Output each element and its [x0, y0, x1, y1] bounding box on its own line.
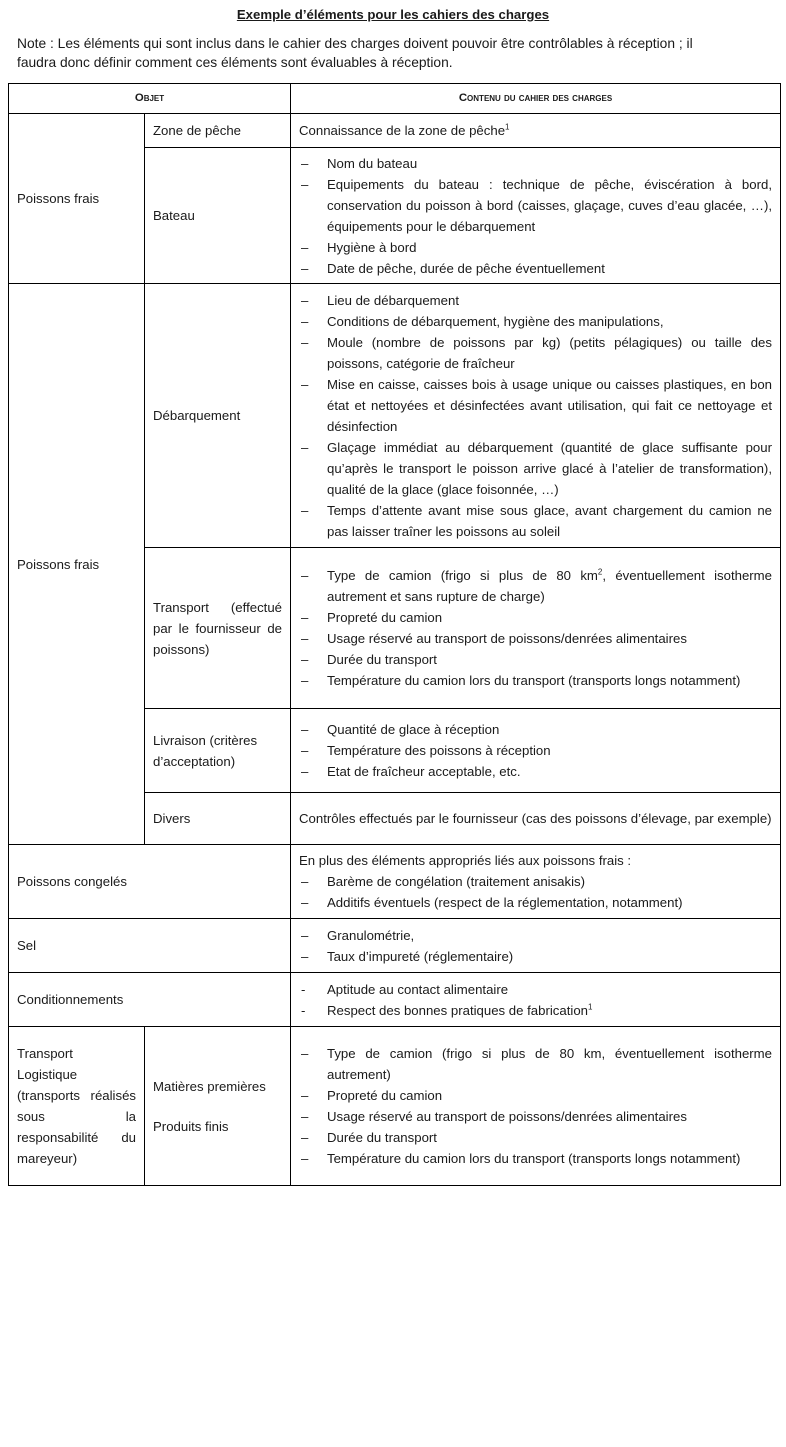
- debarquement-content: [291, 284, 781, 548]
- table-row: [9, 114, 781, 148]
- sub-label-bateau: Bateau: [145, 148, 291, 284]
- header-contenu: Contenu du cahier des charges: [291, 84, 781, 114]
- list-item: – Equipements du bateau : technique de pêche, éviscération à bord, conservation du poisson à bord (caisses, glaçage, cuves d’eau glacée, …), équipements pour le débarquement: [299, 174, 772, 237]
- transport-item-text-a: Type de camion (frigo si plus de 80 km: [327, 568, 598, 583]
- table-row: [9, 973, 781, 1027]
- transport-footnote: 2: [597, 567, 603, 577]
- list-item: – Date de pêche, durée de pêche éventuellement: [299, 258, 772, 279]
- row-label-conditionnements: Conditionnements: [9, 973, 291, 1027]
- header-objet: Objet: [9, 84, 291, 114]
- list-item: – Usage réservé au transport de poissons/denrées alimentaires: [299, 1106, 772, 1127]
- list-item: – Durée du transport: [299, 1127, 772, 1148]
- page-title: Exemple d’éléments pour les cahiers des charges: [236, 7, 550, 22]
- note-line-2: faudra donc définir comment ces éléments sont évaluables à réception.: [17, 55, 453, 70]
- list-item: – Hygiène à bord: [299, 237, 772, 258]
- list-item: – Glaçage immédiat au débarquement (quantité de glace suffisante pour qu’après le transport le poisson arrive glacé à l’atelier de transformation), qualité de la glace (glace foisonnée, …): [299, 437, 772, 500]
- conditionnements-content: [291, 973, 781, 1027]
- list-item: – Nom du bateau: [299, 153, 772, 174]
- list-item: – Type de camion (frigo si plus de 80 km, éventuellement isotherme autrement): [299, 1043, 772, 1085]
- row-label-poissons-frais-1: Poissons frais: [9, 114, 145, 284]
- list-item: – Conditions de débarquement, hygiène des manipulations,: [299, 311, 772, 332]
- table-row: [9, 919, 781, 973]
- transport-logistique-content: [291, 1027, 781, 1186]
- list-item: – Propreté du camion: [299, 607, 772, 628]
- row-label-sel: Sel: [9, 919, 291, 973]
- sub-label-livraison: Livraison (critères d’acceptation): [145, 709, 291, 793]
- transport-content: [291, 548, 781, 709]
- note-paragraph: [17, 34, 781, 72]
- list-item: – Durée du transport: [299, 649, 772, 670]
- list-item: – Taux d’impureté (réglementaire): [299, 946, 772, 967]
- list-item: – Température du camion lors du transport (transports longs notamment): [299, 1148, 772, 1169]
- table-row: [9, 1027, 781, 1186]
- table-row: [9, 845, 781, 919]
- list-item: – Propreté du camion: [299, 1085, 772, 1106]
- sub-label-matieres-premieres: Matières premières: [153, 1078, 266, 1094]
- list-item: [299, 565, 772, 607]
- divers-content: Contrôles effectués par le fournisseur (cas des poissons d’élevage, par exemple): [291, 793, 781, 845]
- conditionnements-footnote: 1: [588, 1002, 593, 1012]
- conditionnements-item-text: Respect des bonnes pratiques de fabrication: [327, 1002, 588, 1018]
- list-item: – Température du camion lors du transport (transports longs notamment): [299, 670, 772, 691]
- table-row: [9, 284, 781, 548]
- livraison-content: [291, 709, 781, 793]
- row-label-poissons-frais-2: Poissons frais: [9, 284, 145, 845]
- transport-logistique-sub: [145, 1027, 291, 1186]
- zone-text: Connaissance de la zone de pêche: [299, 123, 506, 138]
- sub-label-transport: Transport (effectué par le fournisseur de poissons): [145, 548, 291, 709]
- list-item: – Usage réservé au transport de poissons/denrées alimentaires: [299, 628, 772, 649]
- specifications-table: [8, 83, 781, 1186]
- list-item: – Barème de congélation (traitement anisakis): [299, 871, 772, 892]
- note-line-1: Note : Les éléments qui sont inclus dans le cahier des charges doivent pouvoir être contrôlables à réception ; il: [17, 36, 693, 51]
- list-item: – Température des poissons à réception: [299, 740, 772, 761]
- sub-label-zone: Zone de pêche: [145, 114, 291, 148]
- row-label-transport-logistique: Transport Logistique (transports réalisés sous la responsabilité du mareyeur): [9, 1027, 145, 1186]
- list-item: – Moule (nombre de poissons par kg) (petits pélagiques) ou taille des poissons, catégorie de fraîcheur: [299, 332, 772, 374]
- zone-footnote: 1: [505, 122, 510, 132]
- table-header-row: [9, 84, 781, 114]
- list-item: – Etat de fraîcheur acceptable, etc.: [299, 761, 772, 782]
- list-item: [299, 1000, 772, 1021]
- sel-content: [291, 919, 781, 973]
- sub-label-divers: Divers: [145, 793, 291, 845]
- congeles-intro: En plus des éléments appropriés liés aux poissons frais :: [299, 853, 632, 868]
- list-item: – Quantité de glace à réception: [299, 719, 772, 740]
- row-label-poissons-congeles: Poissons congelés: [9, 845, 291, 919]
- list-item: - Aptitude au contact alimentaire: [299, 979, 772, 1000]
- list-item: – Additifs éventuels (respect de la réglementation, notamment): [299, 892, 772, 913]
- sub-label-debarquement: Débarquement: [145, 284, 291, 548]
- list-item: – Granulométrie,: [299, 925, 772, 946]
- list-item: – Temps d’attente avant mise sous glace, avant chargement du camion ne pas laisser traîner les poissons au soleil: [299, 500, 772, 542]
- list-item: – Mise en caisse, caisses bois à usage unique ou caisses plastiques, en bon état et nettoyées et désinfectées avant utilisation, qui fait ce nettoyage et désinfection: [299, 374, 772, 437]
- congeles-content: [291, 845, 781, 919]
- bateau-content: [291, 148, 781, 284]
- transport-item-text-b: , éventuellement isotherme autrement et sans rupture de charge): [327, 568, 772, 604]
- sub-label-produits-finis: Produits finis: [153, 1118, 229, 1134]
- list-item: – Lieu de débarquement: [299, 290, 772, 311]
- zone-content: [291, 114, 781, 148]
